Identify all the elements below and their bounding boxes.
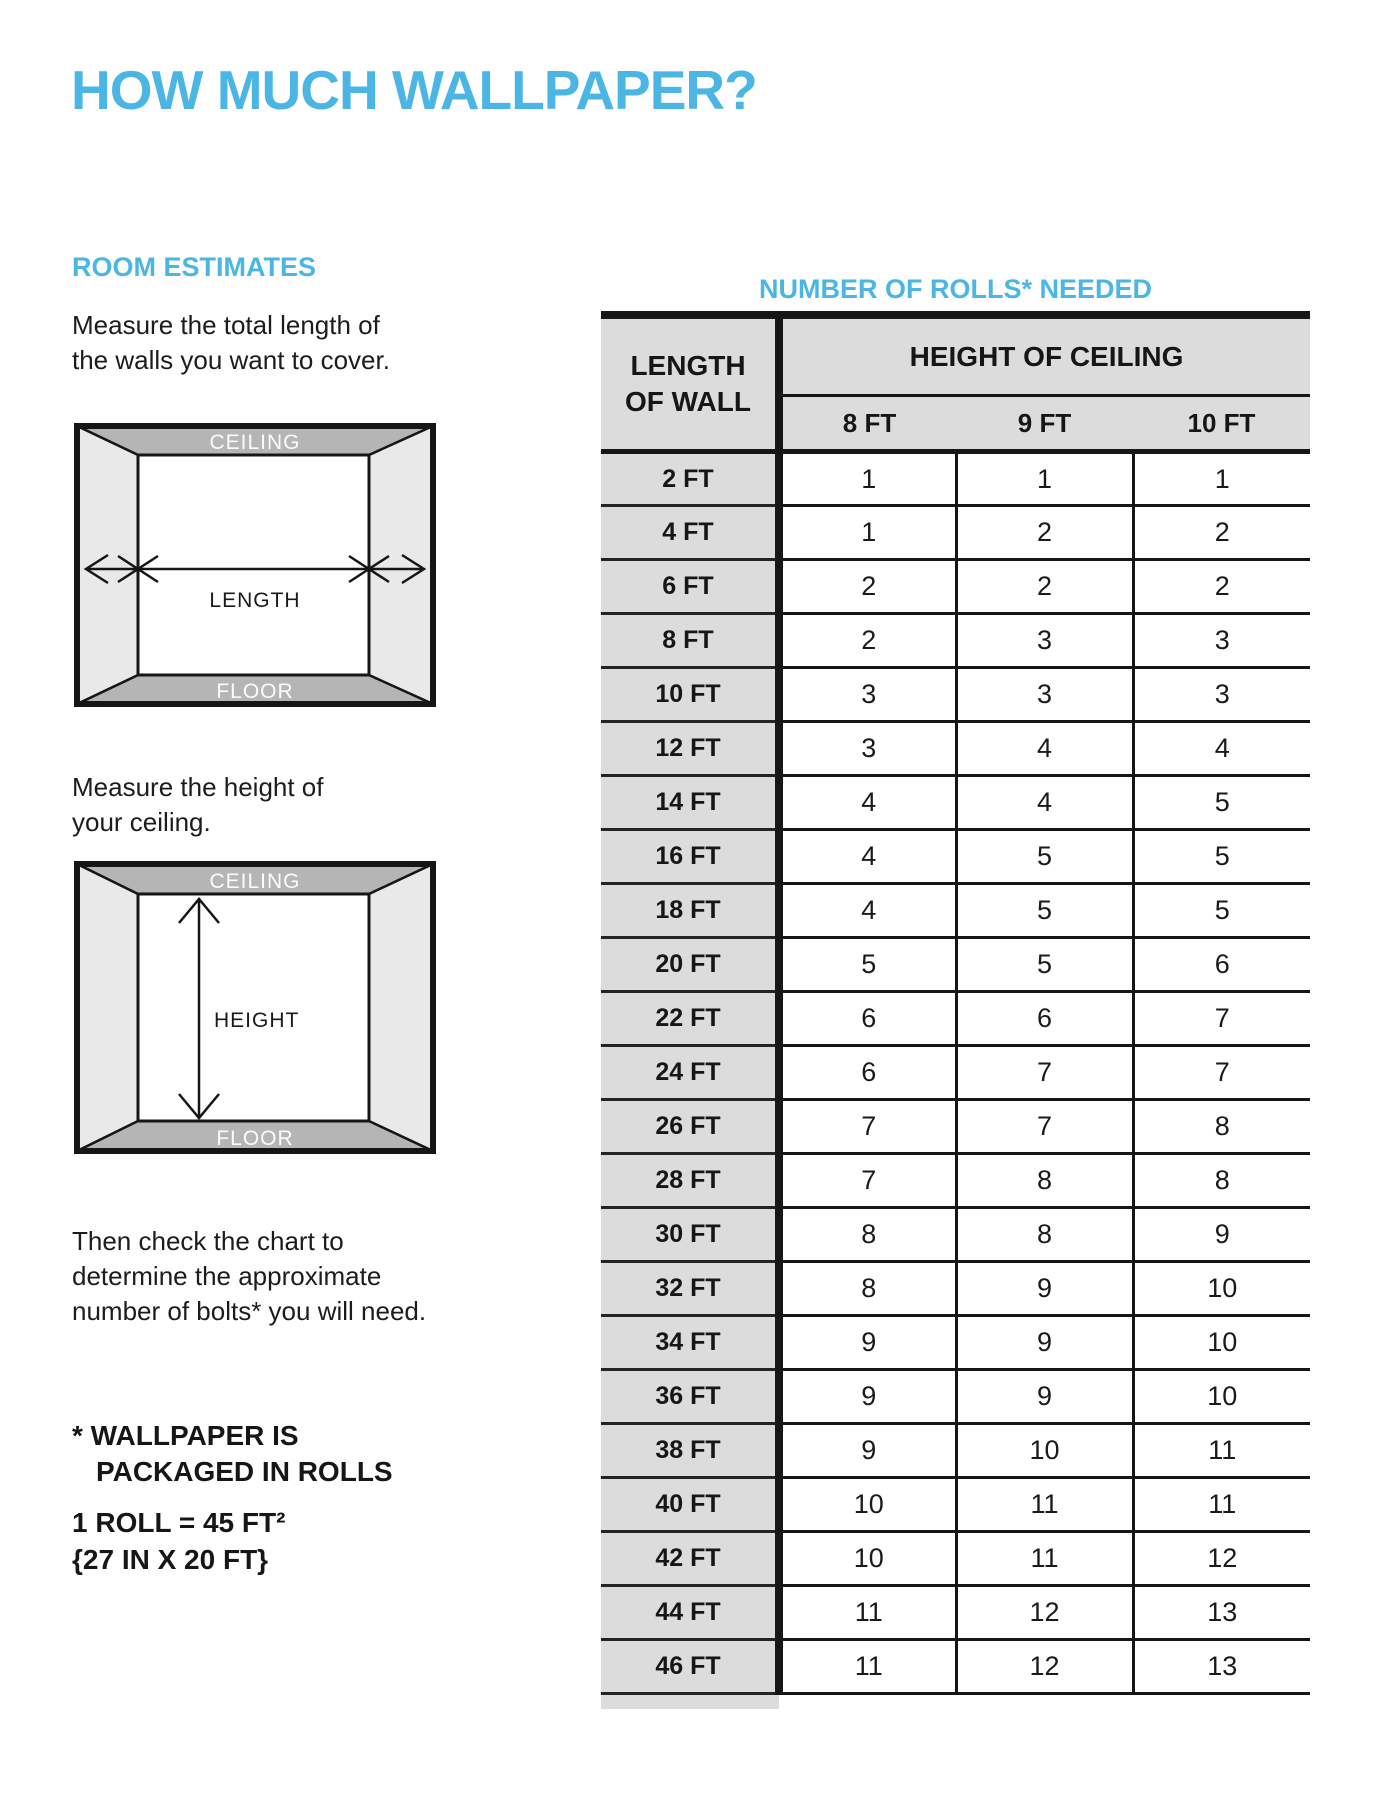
roll-count-cell: 5 [1133, 884, 1310, 938]
left-wall [77, 864, 138, 1151]
row-label: 4 FT [601, 506, 779, 560]
roll-count-cell: 3 [779, 722, 956, 776]
row-label: 36 FT [601, 1370, 779, 1424]
roll-count-cell: 9 [956, 1262, 1133, 1316]
col-axis-label: HEIGHT OF CEILING [779, 315, 1310, 396]
roll-count-cell: 8 [779, 1262, 956, 1316]
roll-count-cell: 9 [779, 1424, 956, 1478]
roll-count-cell: 2 [956, 506, 1133, 560]
roll-count-cell: 8 [1133, 1154, 1310, 1208]
col-header-10ft: 10 FT [1133, 396, 1310, 452]
roll-count-cell: 12 [1133, 1532, 1310, 1586]
row-label: 10 FT [601, 668, 779, 722]
row-label: 22 FT [601, 992, 779, 1046]
row-label: 12 FT [601, 722, 779, 776]
roll-count-cell: 4 [779, 884, 956, 938]
roll-count-cell: 2 [1133, 560, 1310, 614]
row-label: 14 FT [601, 776, 779, 830]
roll-count-cell: 10 [956, 1424, 1133, 1478]
roll-count-cell: 11 [779, 1586, 956, 1640]
floor-label: FLOOR [216, 680, 294, 703]
length-label: LENGTH [209, 589, 301, 612]
back-wall [138, 455, 369, 675]
roll-count-cell: 5 [1133, 776, 1310, 830]
table-row [601, 830, 1310, 884]
roll-count-cell: 3 [1133, 614, 1310, 668]
table-row [601, 668, 1310, 722]
table-row [601, 1586, 1310, 1640]
roll-count-cell: 8 [956, 1154, 1133, 1208]
roll-count-cell: 1 [779, 452, 956, 506]
instruction-chart-line3: number of bolts* you will need. [72, 1296, 427, 1326]
table-row [601, 1262, 1310, 1316]
row-axis-label [601, 315, 779, 452]
roll-count-cell: 12 [956, 1640, 1133, 1694]
roll-count-cell: 6 [956, 992, 1133, 1046]
height-label: HEIGHT [214, 1009, 300, 1032]
table-row [601, 1316, 1310, 1370]
roll-count-cell: 10 [779, 1478, 956, 1532]
roll-count-cell: 8 [956, 1208, 1133, 1262]
roll-count-cell: 9 [1133, 1208, 1310, 1262]
footnote-line1: * WALLPAPER IS [72, 1420, 299, 1451]
footnote-line2: PACKAGED IN ROLLS [96, 1456, 393, 1487]
roll-count-cell: 2 [1133, 506, 1310, 560]
row-label: 24 FT [601, 1046, 779, 1100]
roll-count-cell: 13 [1133, 1640, 1310, 1694]
table-row [601, 614, 1310, 668]
table-row [601, 776, 1310, 830]
row-label: 2 FT [601, 452, 779, 506]
roll-count-cell: 4 [779, 830, 956, 884]
row-label: 6 FT [601, 560, 779, 614]
roll-count-cell: 1 [956, 452, 1133, 506]
roll-count-cell: 9 [779, 1370, 956, 1424]
roll-count-cell: 2 [779, 614, 956, 668]
roll-count-cell: 5 [1133, 830, 1310, 884]
roll-count-cell: 11 [1133, 1478, 1310, 1532]
table-row [601, 1154, 1310, 1208]
row-label: 26 FT [601, 1100, 779, 1154]
roll-count-cell: 8 [1133, 1100, 1310, 1154]
roll-count-cell: 5 [956, 884, 1133, 938]
roll-count-cell: 6 [1133, 938, 1310, 992]
roll-count-cell: 5 [956, 938, 1133, 992]
roll-count-cell: 9 [956, 1316, 1133, 1370]
row-label: 40 FT [601, 1478, 779, 1532]
roll-count-cell: 4 [1133, 722, 1310, 776]
roll-count-cell: 12 [956, 1586, 1133, 1640]
instruction-chart-line2: determine the approximate [72, 1261, 382, 1291]
rolls-table [601, 311, 1310, 1695]
roll-count-cell: 7 [1133, 992, 1310, 1046]
roll-count-cell: 10 [1133, 1262, 1310, 1316]
roll-count-cell: 13 [1133, 1586, 1310, 1640]
row-axis-line1: LENGTH [630, 350, 746, 381]
roll-count-cell: 1 [779, 506, 956, 560]
table-row [601, 1100, 1310, 1154]
col-header-8ft: 8 FT [779, 396, 956, 452]
instruction-height [72, 770, 324, 840]
table-row [601, 452, 1310, 506]
row-label: 38 FT [601, 1424, 779, 1478]
table-row [601, 1208, 1310, 1262]
roll-count-cell: 3 [956, 668, 1133, 722]
row-label: 44 FT [601, 1586, 779, 1640]
table-row [601, 938, 1310, 992]
room-length-diagram [74, 423, 436, 707]
roll-count-cell: 11 [1133, 1424, 1310, 1478]
row-label: 46 FT [601, 1640, 779, 1694]
roll-count-cell: 5 [779, 938, 956, 992]
roll-count-cell: 11 [956, 1532, 1133, 1586]
roll-count-cell: 8 [779, 1208, 956, 1262]
left-wall [77, 426, 138, 704]
roll-count-cell: 11 [779, 1640, 956, 1694]
roll-size-info [72, 1504, 285, 1578]
ceiling-label: CEILING [209, 870, 301, 893]
roll-count-cell: 4 [956, 722, 1133, 776]
roll-count-cell: 5 [956, 830, 1133, 884]
instruction-length [72, 308, 390, 378]
roll-size-line2: {27 IN X 20 FT} [72, 1544, 269, 1575]
roll-count-cell: 6 [779, 992, 956, 1046]
roll-count-cell: 9 [779, 1316, 956, 1370]
roll-count-cell: 7 [779, 1154, 956, 1208]
instruction-chart-line1: Then check the chart to [72, 1226, 344, 1256]
table-row [601, 506, 1310, 560]
instruction-length-line2: the walls you want to cover. [72, 345, 390, 375]
roll-count-cell: 10 [1133, 1370, 1310, 1424]
roll-count-cell: 7 [779, 1100, 956, 1154]
table-row [601, 1424, 1310, 1478]
roll-count-cell: 6 [779, 1046, 956, 1100]
roll-count-cell: 2 [779, 560, 956, 614]
wallpaper-footnote [72, 1418, 393, 1490]
table-row [601, 560, 1310, 614]
table-row [601, 1046, 1310, 1100]
roll-count-cell: 7 [956, 1100, 1133, 1154]
roll-count-cell: 7 [1133, 1046, 1310, 1100]
row-label: 8 FT [601, 614, 779, 668]
row-label: 42 FT [601, 1532, 779, 1586]
roll-count-cell: 4 [779, 776, 956, 830]
row-label: 16 FT [601, 830, 779, 884]
col-header-9ft: 9 FT [956, 396, 1133, 452]
roll-count-cell: 2 [956, 560, 1133, 614]
roll-count-cell: 10 [1133, 1316, 1310, 1370]
right-wall [369, 426, 433, 704]
table-row [601, 884, 1310, 938]
roll-count-cell: 4 [956, 776, 1133, 830]
table-row [601, 1640, 1310, 1694]
row-label: 34 FT [601, 1316, 779, 1370]
roll-count-cell: 11 [956, 1478, 1133, 1532]
room-height-diagram [74, 861, 436, 1154]
roll-count-cell: 3 [956, 614, 1133, 668]
instruction-length-line1: Measure the total length of [72, 310, 380, 340]
row-label: 18 FT [601, 884, 779, 938]
roll-count-cell: 3 [1133, 668, 1310, 722]
instruction-height-line1: Measure the height of [72, 772, 324, 802]
roll-size-line1: 1 ROLL = 45 FT² [72, 1507, 286, 1538]
row-label: 28 FT [601, 1154, 779, 1208]
rolls-needed-heading: NUMBER OF ROLLS* NEEDED [758, 274, 1153, 304]
row-label: 32 FT [601, 1262, 779, 1316]
rolls-table-body [601, 452, 1310, 1694]
roll-count-cell: 3 [779, 668, 956, 722]
instruction-chart [72, 1224, 426, 1329]
floor-label: FLOOR [216, 1127, 294, 1150]
row-label: 20 FT [601, 938, 779, 992]
room-estimates-heading: ROOM ESTIMATES [72, 252, 317, 282]
roll-count-cell: 7 [956, 1046, 1133, 1100]
back-wall [138, 894, 369, 1121]
ceiling-label: CEILING [209, 431, 301, 454]
rolls-table-wrap [601, 311, 1310, 1695]
row-axis-line2: OF WALL [625, 386, 751, 417]
table-row [601, 1478, 1310, 1532]
right-wall [369, 864, 433, 1151]
table-row [601, 1532, 1310, 1586]
instruction-height-line2: your ceiling. [72, 807, 211, 837]
table-row [601, 722, 1310, 776]
roll-count-cell: 9 [956, 1370, 1133, 1424]
table-row [601, 1370, 1310, 1424]
roll-count-cell: 10 [779, 1532, 956, 1586]
row-label: 30 FT [601, 1208, 779, 1262]
roll-count-cell: 1 [1133, 452, 1310, 506]
page-title: HOW MUCH WALLPAPER? [71, 59, 757, 121]
table-row [601, 992, 1310, 1046]
